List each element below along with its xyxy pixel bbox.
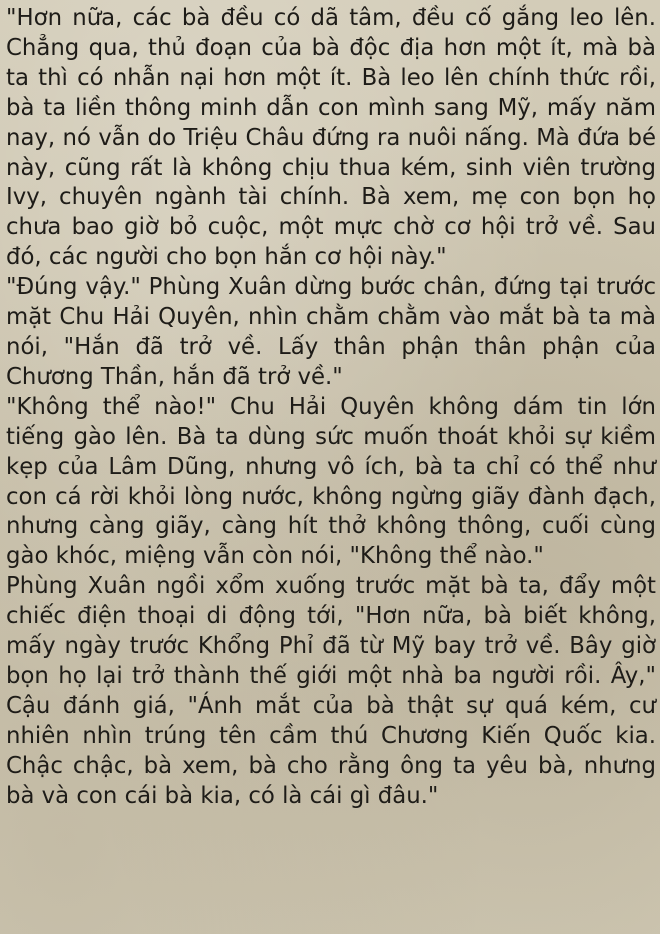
story-text (6, 4, 656, 811)
paragraph: "Đúng vậy." Phùng Xuân dừng bước chân, đứng tại trước mặt Chu Hải Quyên, nhìn chằm chằm vào mắt bà ta mà nói, "Hắn đã trở về. Lấy thân phận thân phận của Chương Thần, hắn đã trở về." (6, 274, 656, 390)
paragraph: "Hơn nữa, các bà đều có dã tâm, đều cố gắng leo lên. Chẳng qua, thủ đoạn của bà độc địa hơn một ít, mà bà ta thì có nhẫn nại hơn một ít. Bà leo lên chính thức rồi, bà ta liền thông minh dẫn con mình sang Mỹ, mấy năm nay, nó vẫn do Triệu Châu đứng ra nuôi nấng. Mà đứa bé này, cũng rất là không chịu thua kém, sinh viên trường Ivy, chuyên ngành tài chính. Bà xem, mẹ con bọn họ chưa bao giờ bỏ cuộc, một mực chờ cơ hội trở về. Sau đó, các người cho bọn hắn cơ hội này." (6, 5, 656, 271)
paragraph: "Không thể nào!" Chu Hải Quyên không dám tin lớn tiếng gào lên. Bà ta dùng sức muốn thoát khỏi sự kiềm kẹp của Lâm Dũng, nhưng vô ích, bà ta chỉ có thể như con cá rời khỏi lòng nước, không ngừng giãy đành đạch, nhưng càng giãy, càng hít thở không thông, cuối cùng gào khóc, miệng vẫn còn nói, "Không thể nào." (6, 393, 656, 570)
paragraph: Phùng Xuân ngồi xổm xuống trước mặt bà ta, đẩy một chiếc điện thoại di động tới, "Hơn nữa, bà biết không, mấy ngày trước Khổng Phỉ đã từ Mỹ bay trở về. Bây giờ bọn họ lại trở thành thế giới một nhà ba người rồi. Ây," Cậu đánh giá, "Ánh mắt của bà thật sự quá kém, cư nhiên nhìn trúng tên cầm thú Chương Kiến Quốc kia. Chậc chậc, bà xem, bà cho rằng ông ta yêu bà, nhưng bà và con cái bà kia, có là cái gì đâu." (6, 573, 656, 809)
